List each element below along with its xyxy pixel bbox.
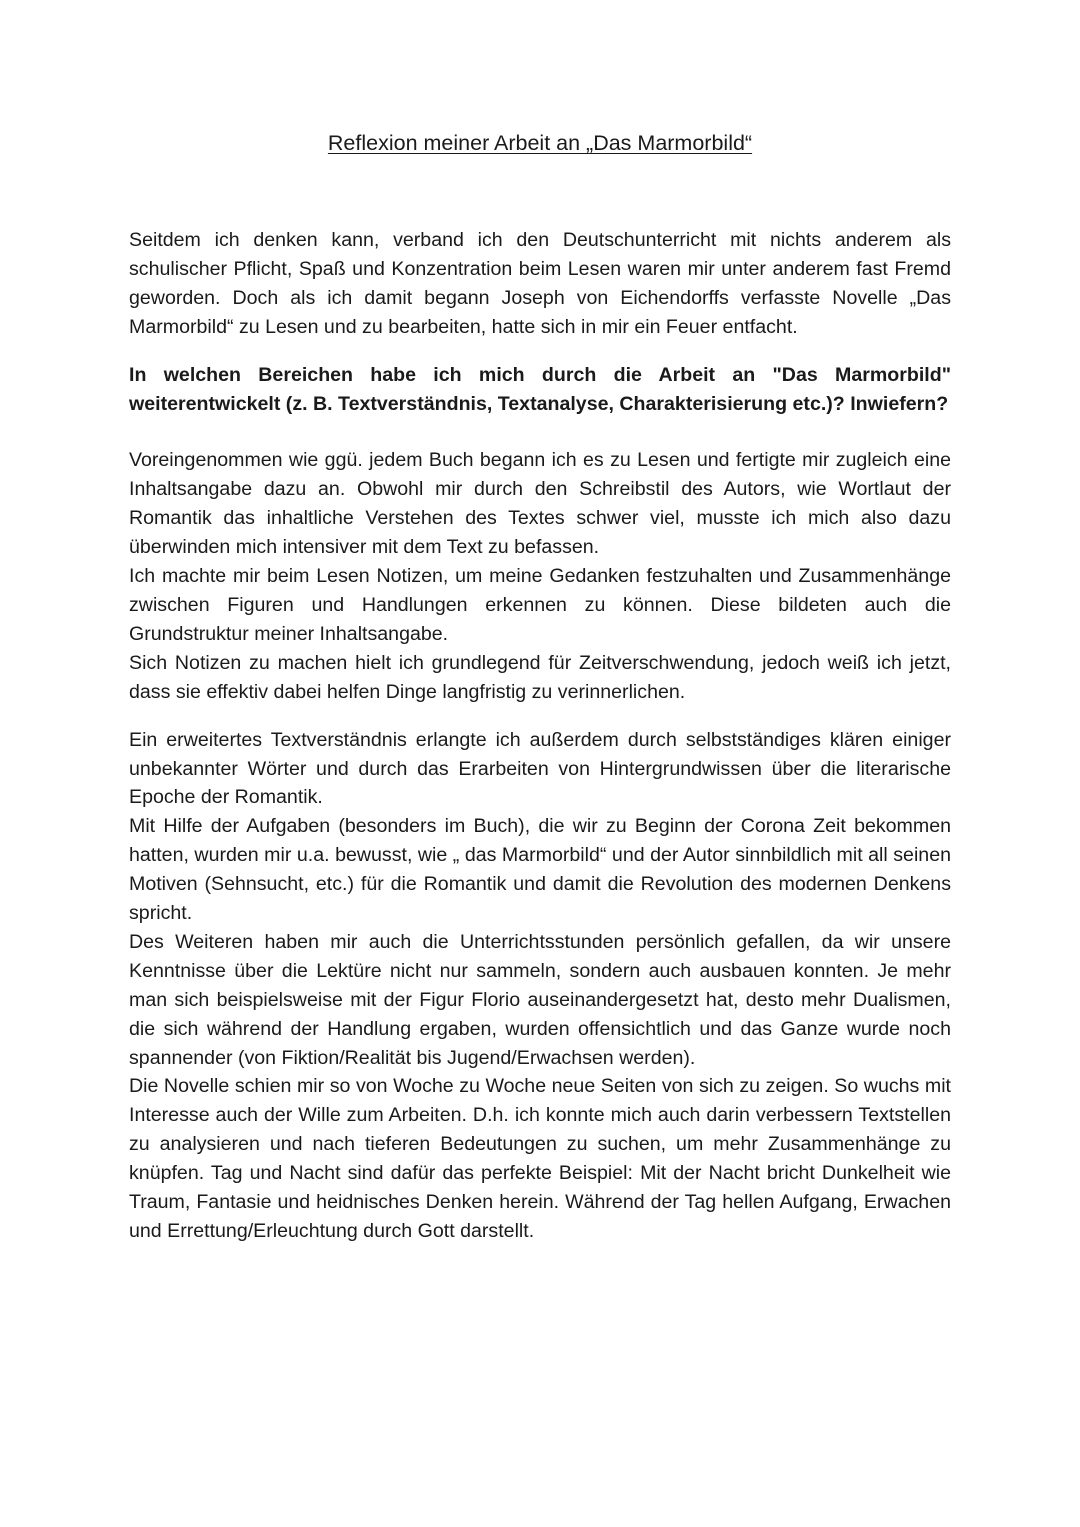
body-paragraph: Sich Notizen zu machen hielt ich grundlegend für Zeitverschwendung, jedoch weiß ich jetzt, dass sie effektiv dabei helfen Dinge langfristig zu verinnerlichen. — [129, 651, 951, 703]
document-body — [129, 226, 951, 1246]
body-paragraph: Ich machte mir beim Lesen Notizen, um meine Gedanken festzuhalten und Zusammenhänge zwischen Figuren und Handlungen erkennen zu können. Diese bildeten auch die Grundstruktur meiner Inhaltsangabe. — [129, 565, 951, 645]
body-paragraph: Mit Hilfe der Aufgaben (besonders im Buch), die wir zu Beginn der Corona Zeit bekommen hatten, wurden mir u.a. bewusst, wie „ das Marmorbild“ und der Autor sinnbildlich mit all seinen Motiven (Sehnsucht, etc.) für die Romantik und damit die Revolution des modernen Denkens spricht. — [129, 815, 951, 925]
question-heading: In welchen Bereichen habe ich mich durch die Arbeit an "Das Marmorbild" weiterentwickelt (z. B. Textverständnis, Textanalyse, Charakterisierung etc.)? Inwiefern? — [129, 363, 951, 415]
body-paragraph: Die Novelle schien mir so von Woche zu Woche neue Seiten von sich zu zeigen. So wuchs mit Interesse auch der Wille zum Arbeiten. D.h. ich konnte mich auch darin verbessern Textstellen zu analysieren und nach tieferen Bedeutungen zu suchen, um mehr Zusammenhänge zu knüpfen. Tag und Nacht sind dafür das perfekte Beispiel: Mit der Nacht bricht Dunkelheit wie Traum, Fantasie und heidnisches Denken herein. Während der Tag hellen Aufgang, Erwachen und Errettung/Erleuchtung durch Gott darstellt. — [129, 1075, 951, 1242]
body-paragraph: Ein erweitertes Textverständnis erlangte ich außerdem durch selbstständiges klären einiger unbekannter Wörter und durch das Erarbeiten von Hintergrundwissen über die literarische Epoche der Romantik. — [129, 728, 951, 809]
document-title: Reflexion meiner Arbeit an „Das Marmorbild“ — [327, 131, 753, 155]
intro-paragraph: Seitdem ich denken kann, verband ich den Deutschunterricht mit nichts anderem als schulischer Pflicht, Spaß und Konzentration beim Lesen waren mir unter anderem fast Fremd geworden. Doch als ich damit begann Joseph von Eichendorffs verfasste Novelle „Das Marmorbild“ zu Lesen und zu bearbeiten, hatte sich in mir ein Feuer entfacht. — [129, 229, 951, 338]
body-paragraph: Des Weiteren haben mir auch die Unterrichtsstunden persönlich gefallen, da wir unsere Kenntnisse über die Lektüre nicht nur sammeln, sondern auch ausbauen konnten. Je mehr man sich beispielsweise mit der Figur Florio auseinandergesetzt hat, desto mehr Dualismen, die sich während der Handlung ergaben, wurden offensichtlich und das Ganze wurde noch spannender (von Fiktion/Realität bis Jugend/Erwachsen werden). — [129, 930, 951, 1069]
body-paragraph: Voreingenommen wie ggü. jedem Buch begann ich es zu Lesen und fertigte mir zugleich eine Inhaltsangabe dazu an. Obwohl mir durch den Schreibstil des Autors, wie Wortlaut der Romantik das inhaltliche Verstehen des Textes schwer viel, musste ich mich also dazu überwinden mich intensiver mit dem Text zu befassen. — [129, 449, 951, 559]
